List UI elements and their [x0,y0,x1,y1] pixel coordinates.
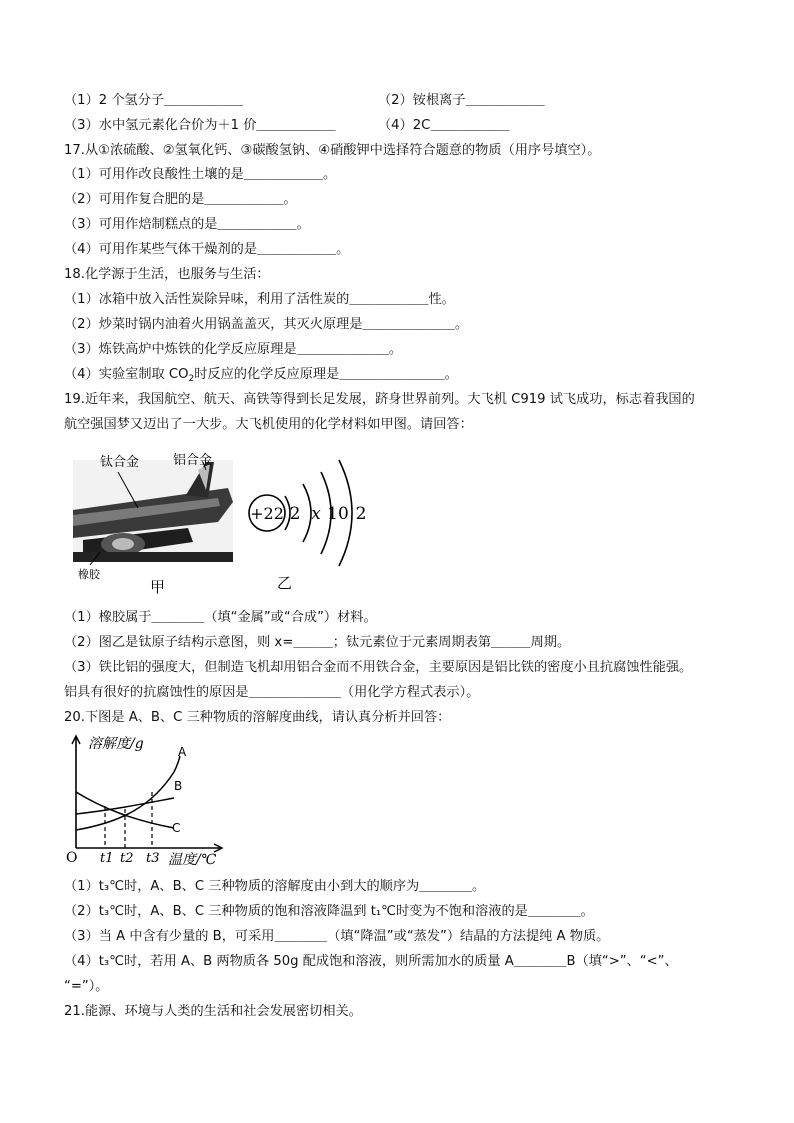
x-axis-label: 温度/℃ [168,852,217,868]
curve-label-b: B [174,779,183,793]
q19-item-1: （1）橡胶属于＿＿＿＿（填“金属”或“合成”）材料。 [64,610,377,625]
q20-stem: 20.下图是 A、B、C 三种物质的溶解度曲线，请认真分析并回答： [64,710,451,725]
label-rubber: 橡胶 [78,568,100,581]
q18-item-1: （1）冰箱中放入活性炭除异味，利用了活性炭的＿＿＿＿＿＿性。 [64,292,455,307]
origin-label: O [66,850,78,866]
q20-item-4b: “=”）。 [64,979,109,994]
atom-structure-diagram [245,440,385,600]
q19-stem-1: 19.近年来，我国航空、航天、高铁等得到长足发展，跻身世界前列。大飞机 C919 试飞成功，标志着我国的 [64,392,695,407]
label-aluminum-alloy: 铝合金 [173,453,213,468]
q18-item-4-pre: （4）实验室制取 CO [64,367,189,382]
q16-item-4: （4）2C＿＿＿＿＿＿ [378,118,510,133]
q18-item-4 [64,366,458,388]
q20-item-2: （2）t₃℃时，A、B、C 三种物质的饱和溶液降温到 t₁℃时变为不饱和溶液的是＿＿＿＿。 [64,904,594,919]
shell-3-electrons: 10 [327,504,349,524]
shell-1-electrons: 2 [289,504,301,524]
q21-stem: 21.能源、环境与人类的生活和社会发展密切相关。 [64,1004,362,1019]
q16-item-3: （3）水中氢元素化合价为＋1 价＿＿＿＿＿＿ [64,118,336,133]
q18-item-4-post: 时反应的化学反应原理是＿＿＿＿＿＿＿＿。 [194,367,458,382]
q20-item-4a: （4）t₃℃时，若用 A、B 两物质各 50g 配成饱和溶液，则所需加水的质量 A＿＿＿＿B（填“>”、“<”、 [64,954,678,969]
label-titanium-alloy: 钛合金 [100,455,140,470]
q16-item-1: （1）2 个氢分子＿＿＿＿＿＿ [64,93,244,108]
q17-item-2: （2）可用作复合肥的是＿＿＿＿＿＿。 [64,192,297,207]
solubility-curve-chart [62,730,232,870]
curve-a [76,756,183,830]
tick-t3: t3 [146,851,160,866]
q20-item-1: （1）t₃℃时，A、B、C 三种物质的溶解度由小到大的顺序为＿＿＿＿。 [64,879,486,894]
airplane-figure [68,440,238,600]
q16-item-2: （2）铵根离子＿＿＿＿＿＿ [378,93,545,108]
q18-item-4-sub: 2 [188,374,195,384]
q19-item-3b: 铝具有很好的抗腐蚀性的原因是＿＿＿＿＿＿＿（用化学方程式表示）。 [64,685,480,700]
q17-item-1: （1）可用作改良酸性土壤的是＿＿＿＿＿＿。 [64,167,337,182]
q19-item-2: （2）图乙是钛原子结构示意图，则 x=＿＿＿；钛元素位于元素周期表第＿＿＿周期。 [64,635,571,650]
q20-item-3: （3）当 A 中含有少量的 B，可采用＿＿＿＿（填“降温”或“蒸发”）结晶的方法提纯 A 物质。 [64,929,610,944]
tick-t1: t1 [100,851,114,866]
tick-t2: t2 [120,851,134,866]
figure-caption-b: 乙 [277,574,293,592]
figure-caption-a: 甲 [150,578,166,596]
q19-stem-2: 航空强国梦又迈出了一大步。大飞机使用的化学材料如甲图。请回答： [64,417,473,432]
curve-label-c: C [172,821,181,835]
q17-stem: 17.从①浓硫酸、②氢氧化钙、③碳酸氢钠、④硝酸钾中选择符合题意的物质（用序号填空）。 [64,143,601,158]
q19-item-3a: （3）铁比铝的强度大，但制造飞机却用铝合金而不用铁合金，主要原因是铝比铁的密度小且抗腐蚀性能强。 [64,660,693,675]
shell-4-electrons: 2 [355,504,367,524]
shell-2-electrons: x [311,504,321,524]
curve-label-a: A [178,745,187,759]
q17-item-4: （4）可用作某些气体干燥剂的是＿＿＿＿＿＿。 [64,242,350,257]
y-axis-label: 溶解度/g [88,736,144,752]
q18-item-2: （2）炒菜时锅内油着火用锅盖盖灭，其灭火原理是＿＿＿＿＿＿＿。 [64,317,469,332]
q17-item-3: （3）可用作焙制糕点的是＿＿＿＿＿＿。 [64,217,310,232]
q18-item-3: （3）炼铁高炉中炼铁的化学反应原理是＿＿＿＿＿＿＿。 [64,342,403,357]
nucleus-charge: +22 [250,504,284,523]
q18-stem: 18.化学源于生活，也服务与生活： [64,267,270,282]
